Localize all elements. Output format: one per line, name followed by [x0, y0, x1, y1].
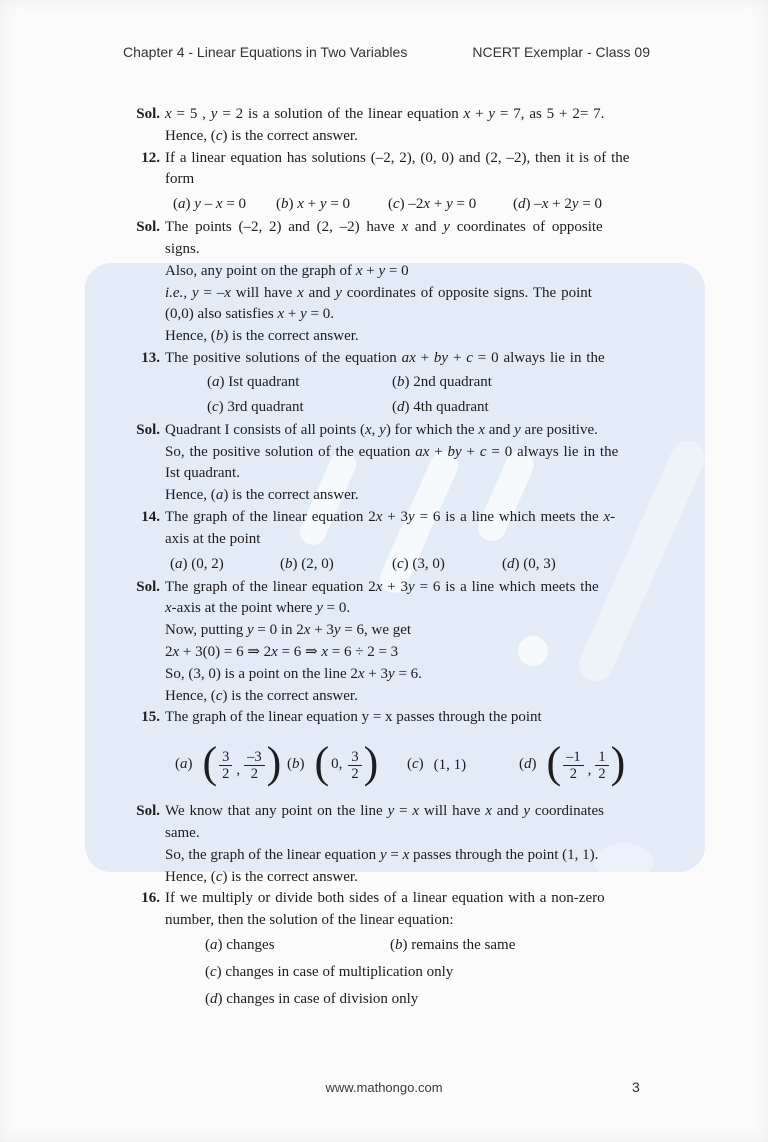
text-line	[107, 910, 707, 932]
option-item: (b) remains the same	[390, 936, 516, 953]
text-line	[107, 463, 707, 485]
text-line	[107, 959, 707, 986]
line-label: Sol.	[136, 219, 160, 236]
options-row	[165, 370, 707, 395]
text-line	[107, 442, 707, 464]
line-text: Hence, (c) is the correct answer.	[165, 127, 358, 144]
text-line	[107, 169, 707, 191]
line-text: Ist quadrant.	[165, 465, 240, 482]
fraction: $\frac{3}{2}$	[219, 749, 232, 782]
line-text: Hence, (c) is the correct answer.	[165, 868, 358, 885]
text-line	[107, 239, 707, 261]
line-text: So, the graph of the linear equation y = x passes through the point (1, 1).	[165, 846, 599, 863]
text-line	[107, 283, 707, 305]
option-item: (d) ( $\frac{-1}{2}$ , $\frac{1}{2}$ )	[519, 738, 626, 788]
text-line	[107, 577, 707, 599]
close-paren: )	[266, 738, 282, 788]
option-item: (a) changes	[205, 936, 275, 953]
fraction: $\frac{1}{2}$	[595, 749, 608, 782]
fraction: $\frac{-3}{2}$	[244, 749, 265, 782]
close-paren: )	[610, 738, 626, 788]
line-label: 16.	[141, 890, 160, 907]
option-item: (a) y – x = 0	[173, 196, 247, 213]
open-paren: (	[202, 738, 218, 788]
text-line	[107, 664, 707, 686]
line-text: x-axis at the point where y = 0.	[165, 600, 351, 617]
text-line	[107, 598, 707, 620]
line-label: 14.	[141, 508, 160, 525]
line-text: We know that any point on the line y = x will have x and y coordinates	[165, 803, 604, 820]
line-text: Now, putting y = 0 in 2x + 3y = 6, we get	[165, 622, 412, 639]
open-paren: (	[314, 738, 330, 788]
text-line	[107, 507, 707, 529]
line-text: The positive solutions of the equation ax + by + c = 0 always lie in the	[165, 349, 605, 366]
option-item: (b) 2nd quadrant	[392, 373, 492, 390]
header-chapter-title: Chapter 4 - Linear Equations in Two Variables	[123, 44, 408, 60]
text-line	[107, 551, 707, 577]
options-row	[165, 191, 707, 217]
text-line	[107, 845, 707, 867]
line-text: So, the positive solution of the equation ax + by + c = 0 always lie in the	[165, 443, 619, 460]
options-row	[165, 932, 707, 959]
option-item: (c) 3rd quadrant	[207, 398, 304, 415]
line-text: So, (3, 0) is a point on the line 2x + 3y = 6.	[165, 665, 422, 682]
line-text: Hence, (a) is the correct answer.	[165, 487, 359, 504]
line-label: 12.	[141, 149, 160, 166]
text-line	[107, 370, 707, 395]
option-item: (b) ( 0, $\frac{3}{2}$ )	[287, 738, 379, 788]
text-line	[107, 823, 707, 845]
text-line	[107, 485, 707, 507]
line-text: Also, any point on the graph of x + y = 0	[165, 262, 409, 279]
text-line	[107, 148, 707, 170]
line-text: number, then the solution of the linear equation:	[165, 912, 454, 929]
text-line	[107, 261, 707, 283]
line-text: same.	[165, 824, 200, 841]
line-label: Sol.	[136, 106, 160, 122]
line-text: Quadrant I consists of all points (x, y) for which the x and y are positive.	[165, 421, 598, 438]
q15-options-row	[165, 729, 707, 801]
text-line	[107, 642, 707, 664]
page-header	[123, 44, 650, 60]
line-text: (c) changes in case of multiplication only	[205, 963, 454, 980]
text-line	[107, 420, 707, 442]
line-text: i.e., y = –x will have x and y coordinates of opposite signs. The point	[165, 284, 592, 301]
line-text: The graph of the linear equation y = x passes through the point	[165, 709, 542, 726]
line-text: axis at the point	[165, 530, 261, 547]
line-text: 2x + 3(0) = 6 ⇒ 2x = 6 ⇒ x = 6 ÷ 2 = 3	[165, 643, 399, 660]
text-line	[107, 529, 707, 551]
text-line	[107, 986, 707, 1013]
line-label: 13.	[141, 349, 160, 366]
line-text: If we multiply or divide both sides of a linear equation with a non-zero	[165, 890, 605, 907]
option-item: (c) (1, 1)	[407, 756, 467, 774]
option-item: (a) Ist quadrant	[207, 373, 300, 390]
line-text: (d) changes in case of division only	[205, 990, 419, 1007]
close-paren: )	[363, 738, 379, 788]
line-text: form	[165, 171, 195, 188]
page-body-text	[107, 104, 707, 1013]
text-line	[107, 932, 707, 959]
text-line	[107, 104, 707, 126]
text-line	[107, 729, 707, 801]
text-line	[107, 686, 707, 708]
text-line	[107, 867, 707, 889]
text-line	[107, 620, 707, 642]
line-text: Hence, (b) is the correct answer.	[165, 328, 359, 345]
line-label: 15.	[141, 709, 160, 726]
options-row	[165, 551, 707, 577]
line-text: The graph of the linear equation 2x + 3y = 6 is a line which meets the	[165, 578, 599, 595]
option-item: (c) (3, 0)	[392, 555, 445, 572]
fraction: $\frac{3}{2}$	[348, 749, 361, 782]
text-line	[107, 395, 707, 420]
text-line	[107, 707, 707, 729]
footer-page-number: 3	[632, 1079, 640, 1095]
option-item: (c) –2x + y = 0	[388, 196, 477, 213]
header-book-title: NCERT Exemplar - Class 09	[472, 44, 650, 60]
text-line	[107, 191, 707, 217]
line-text: The points (–2, 2) and (2, –2) have x and y coordinates of opposite	[165, 219, 603, 236]
line-label: Sol.	[136, 421, 160, 438]
line-label: Sol.	[136, 803, 160, 820]
line-text: The graph of the linear equation 2x + 3y = 6 is a line which meets the x-	[165, 508, 616, 525]
text-line	[107, 304, 707, 326]
option-item: (a) (0, 2)	[170, 555, 224, 572]
text-line	[107, 888, 707, 910]
option-item: (b) x + y = 0	[276, 196, 351, 213]
text-line	[107, 126, 707, 148]
line-text: Hence, (c) is the correct answer.	[165, 687, 358, 704]
line-text: x = 5 , y = 2 is a solution of the linear equation x + y = 7, as 5 + 2= 7.	[165, 106, 605, 122]
option-item: (d) (0, 3)	[502, 555, 556, 572]
line-text: (0,0) also satisfies x + y = 0.	[165, 306, 335, 323]
text-line	[107, 801, 707, 823]
option-item: (a) ( $\frac{3}{2}$ , $\frac{-3}{2}$ )	[175, 738, 282, 788]
options-row	[165, 395, 707, 420]
line-text: If a linear equation has solutions (–2, 2), (0, 0) and (2, –2), then it is of the	[165, 149, 630, 166]
line-text: signs.	[165, 240, 200, 257]
option-item: (b) (2, 0)	[280, 555, 334, 572]
option-item: (d) 4th quadrant	[392, 398, 489, 415]
option-item: (d) –x + 2y = 0	[513, 196, 603, 213]
text-line	[107, 348, 707, 370]
text-line	[107, 217, 707, 239]
fraction: $\frac{-1}{2}$	[563, 749, 584, 782]
footer-url: www.mathongo.com	[325, 1080, 443, 1095]
open-paren: (	[546, 738, 562, 788]
line-label: Sol.	[136, 578, 160, 595]
text-line	[107, 326, 707, 348]
